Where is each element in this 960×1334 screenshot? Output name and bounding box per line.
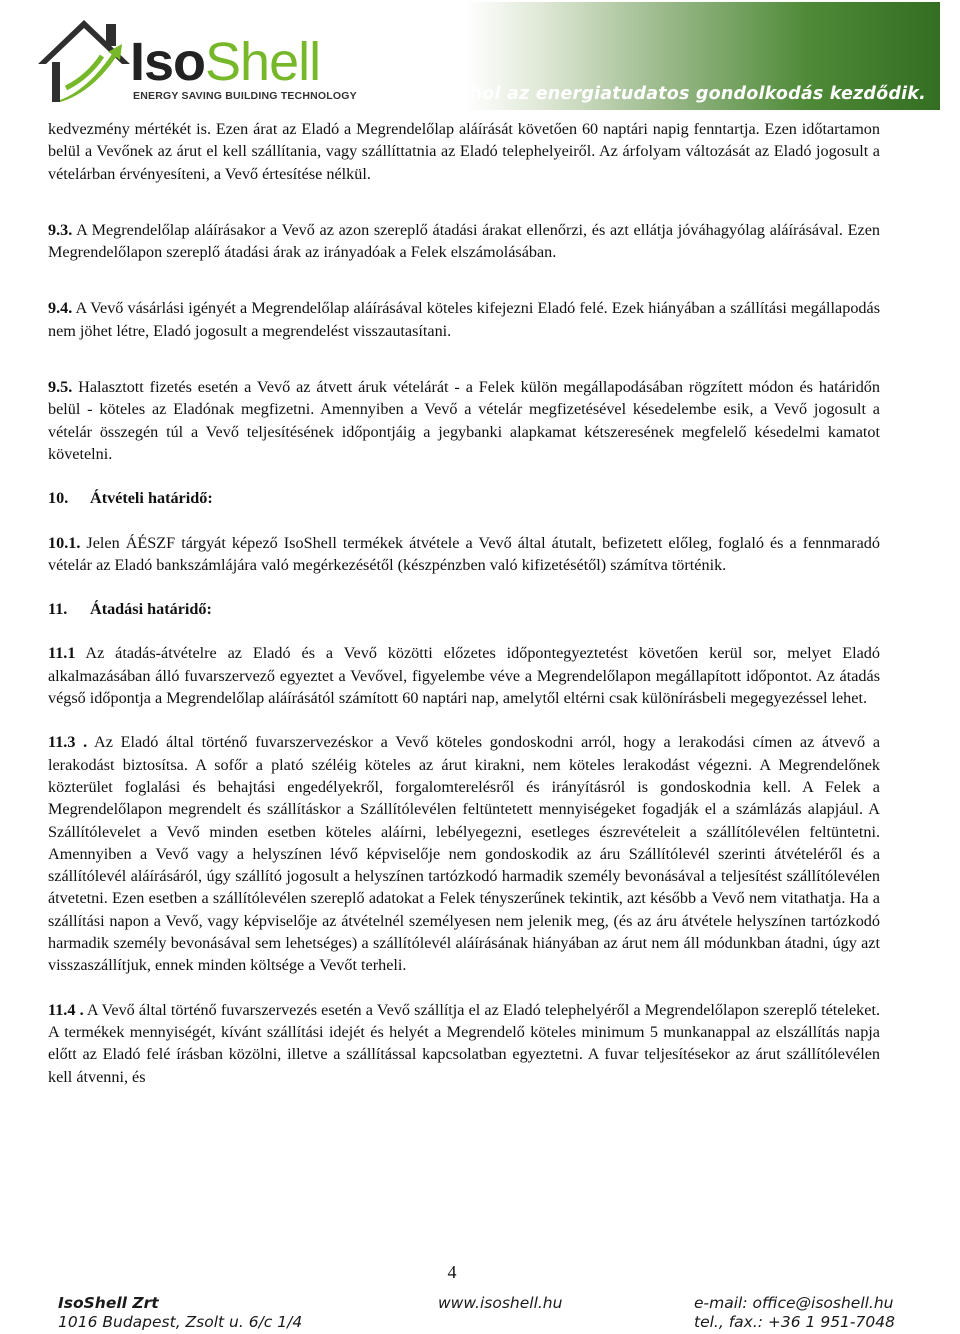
header-banner: [455, 2, 940, 110]
footer-phone: tel., fax.: +36 1 951-7048: [694, 1313, 895, 1331]
footer-website-link[interactable]: www.isoshell.hu: [438, 1294, 563, 1312]
clause-11-3: 11.3 . Az Eladó által történő fuvarszervezéskor a Vevő köteles gondoskodni arról, hogy a lerakodási címen az átvevő a lerakodást biztosítsa. A sofőr a plató széléig köteles az árut kirakni, nem köteles lerakodást végezni. A Megrendelőnek közterület foglalási és behajtási engedélyekről, forgalomterelésről és irányításról is gondoskodnia kell. A Felek a Megrendelőlapon megrendelt és szállításkor a Szállítólevélen feltüntetett mennyiségeket fogadják el a számlázás alapjául. A Szállítólevelet a Vevő minden esetben köteles aláírni, lebélyegezni, esetleges észrevételeit a szállítólevélen feltüntetni. Amennyiben a Vevő vagy a helyszínen lévő képviselője nem gondoskodik az áru Szállítólevél szerinti átvételéről és a szállítólevél aláírásáról, úgy szállító jogosult a helyszínen tartózkodó harmadik személy bevonásával a teljesítést szállítólevélen átvetetni. Ezen esetben a szállítólevélen szereplő adatokat a Felek tényszerűnek tekintik, azt később a Vevő nem vitathatja. Ha a szállítási napon a Vevő, vagy képviselője az átvételnél személyesen nem jelenik meg, (és az áru átvétele helyszínen tartózkodó harmadik személy bevonásával sem lehetséges) a szállítólevél aláírásának hiányában az árut nem áll módunkban átadni, úgy azt visszaszállítjuk, ennek minden költsége a Vevőt terheli.: [48, 733, 881, 975]
section-heading-10: 10. Átvételi határidő:: [48, 489, 213, 508]
clause-9-5: 9.5. Halasztott fizetés esetén a Vevő az átvett áruk vételárát - a Felek külön megállapodásában rögzített módon és határidőn belül - köteles az Eladónak megfizetni. Amennyiben a Vevő a vételár megfizetésével késedelembe esik, a Vevő jogosult a vételár összegén túl a Vevő teljesítésének időpontjáig a jegybanki alapkamat kétszeresének megfelelő késedelmi kamatot követelni.: [48, 378, 880, 463]
footer-company: IsoShell Zrt: [58, 1294, 159, 1312]
page-header: [0, 0, 960, 112]
section-heading-11: 11. Átadási határidő:: [48, 600, 212, 619]
page-footer: [0, 1290, 960, 1334]
clause-10-1: 10.1. Jelen ÁÉSZF tárgyát képező IsoShell termékek átvétele a Vevő által átutalt, befizetett előleg, foglaló és a fennmaradó vételár az Eladó bankszámlájára való megérkezésétől (készpénzben való kifizetésétől) számítva történik.: [48, 533, 880, 574]
document-body: [48, 118, 880, 1088]
page-number: 4: [447, 1262, 457, 1282]
footer-address: 1016 Budapest, Zsolt u. 6/c 1/4: [58, 1313, 303, 1331]
isoshell-logo: [30, 14, 357, 106]
paragraph-continuation: kedvezmény mértékét is. Ezen árat az Eladó a Megrendelőlap aláírását követően 60 naptári napig fenntartja. Ezen időtartamon belül a Vevőnek az árut el kell szállítania, vagy szállíttatnia az Eladó telephelyeiről. Az árfolyam változását az Eladó jogosult a vételárban érvényesíteni, a Vevő értesítése nélkül.: [48, 120, 880, 183]
footer-email-link[interactable]: e-mail: office@isoshell.hu: [694, 1294, 894, 1312]
clause-11-4: 11.4 . A Vevő által történő fuvarszervezés esetén a Vevő szállítja el az Eladó telephelyéről a Megrendelőlapon szereplő tételeket. A termékek mennyiségét, kívánt szállítási idejét és helyét a Megrendelő köteles minimum 5 munkanappal az elszállítás napja előtt az Eladó felé írásban közölni, illetve a szállítással kapcsolatban egyeztetni. A fuvar teljesítésekor az árut szállítólevélen kell átvenni, és: [48, 1000, 880, 1086]
house-logo-icon: [30, 14, 138, 106]
clause-9-3: 9.3. A Megrendelőlap aláírásakor a Vevő az azon szereplő átadási árakat ellenőrzi, és azt ellátja jóváhagyólag aláírásával. Ezen Megrendelőlapon szereplő átadási árak az irányadóak a Felek elszámolásában.: [48, 220, 880, 262]
banner-slogan: Ahol az energiatudatos gondolkodás kezdődik.: [455, 84, 926, 104]
logo-tagline: ENERGY SAVING BUILDING TECHNOLOGY: [133, 90, 357, 102]
logo-wordmark: IsoShell: [130, 32, 321, 92]
clause-9-4: 9.4. A Vevő vásárlási igényét a Megrendelőlap aláírásával köteles kifejezni Eladó felé. Ezek hiányában a szállítási megállapodás nem jöhet létre, Eladó jogosult a megrendelést visszautasítani.: [48, 299, 880, 340]
clause-11-1: 11.1 Az átadás-átvételre az Eladó és a Vevő közötti előzetes időpontegyeztetést követően kerül sor, melyet Eladó alkalmazásában álló fuvarszervező egyeztet a Vevővel, figyelembe véve a Megrendelőlapon megállapított időpontot. Az átadás végső időpontja a Megrendelőlap aláírásától számított 60 naptári nap, amelytől eltérni csak különírásbeli megegyezéssel lehet.: [48, 644, 880, 708]
